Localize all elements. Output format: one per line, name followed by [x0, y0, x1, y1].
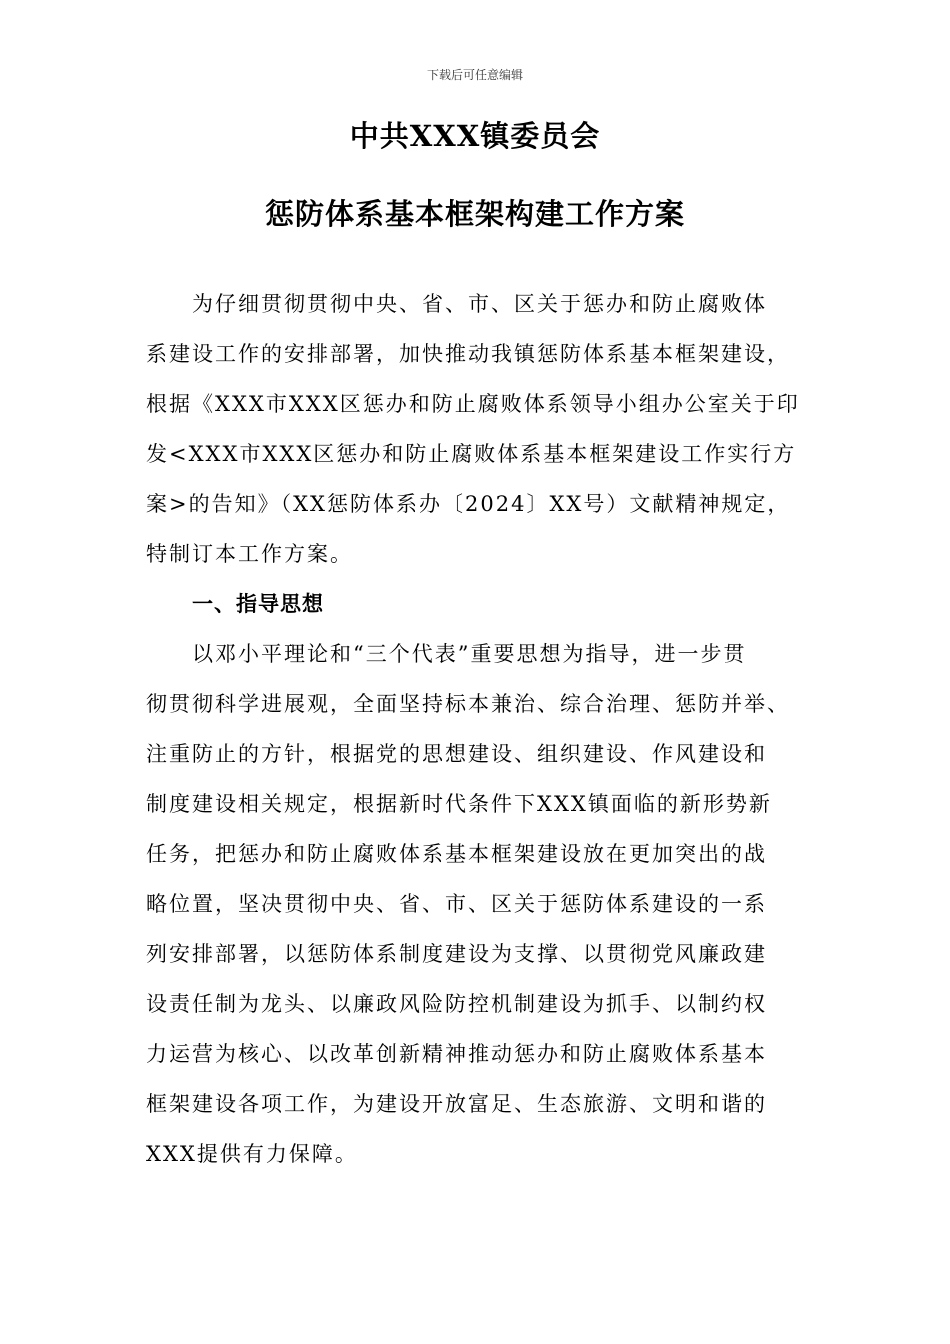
page-header-note: 下载后可任意编辑	[426, 68, 523, 82]
text-line: 特制订本工作方案。	[146, 542, 353, 566]
text-line: 为仔细贯彻贯彻中央、省、市、区关于惩办和防止腐败体	[192, 292, 767, 316]
section-guiding-ideology	[146, 579, 816, 1179]
text-line: XXX提供有力保障。	[146, 1142, 358, 1166]
section-heading: 一、指导思想	[192, 592, 324, 616]
text-line: 彻贯彻科学进展观，全面坚持标本兼治、综合治理、惩防并举、	[146, 692, 790, 716]
text-line: 列安排部署，以惩防体系制度建设为支撑、以贯彻党风廉政建	[146, 942, 767, 966]
text-line: 制度建设相关规定，根据新时代条件下XXX镇面临的新形势新	[146, 792, 772, 816]
text-line: 以邓小平理论和“三个代表”重要思想为指导，进一步贯	[192, 642, 747, 666]
text-line: 发<XXX市XXX区惩办和防止腐败体系基本框架建设工作实行方	[146, 442, 797, 466]
text-line: 注重防止的方针，根据党的思想建设、组织建设、作风建设和	[146, 742, 767, 766]
text-line: 力运营为核心、以改革创新精神推动惩办和防止腐败体系基本	[146, 1042, 767, 1066]
text-line: 系建设工作的安排部署，加快推动我镇惩防体系基本框架建设，	[146, 342, 790, 366]
text-line: 案>的告知》（XX惩防体系办〔2024〕XX号）文献精神规定，	[146, 492, 791, 516]
document-title-line-2: 惩防体系基本框架构建工作方案	[264, 197, 685, 231]
document-title-line-1: 中共XXX镇委员会	[349, 119, 601, 153]
text-line: 框架建设各项工作，为建设开放富足、生态旅游、文明和谐的	[146, 1092, 767, 1116]
text-line: 根据《XXX市XXX区惩办和防止腐败体系领导小组办公室关于印	[146, 392, 800, 416]
text-line: 略位置，坚决贯彻中央、省、市、区关于惩防体系建设的一系	[146, 892, 767, 916]
intro-paragraph	[146, 279, 816, 579]
text-line: 任务，把惩办和防止腐败体系基本框架建设放在更加突出的战	[146, 842, 767, 866]
text-line: 设责任制为龙头、以廉政风险防控机制建设为抓手、以制约权	[146, 992, 767, 1016]
